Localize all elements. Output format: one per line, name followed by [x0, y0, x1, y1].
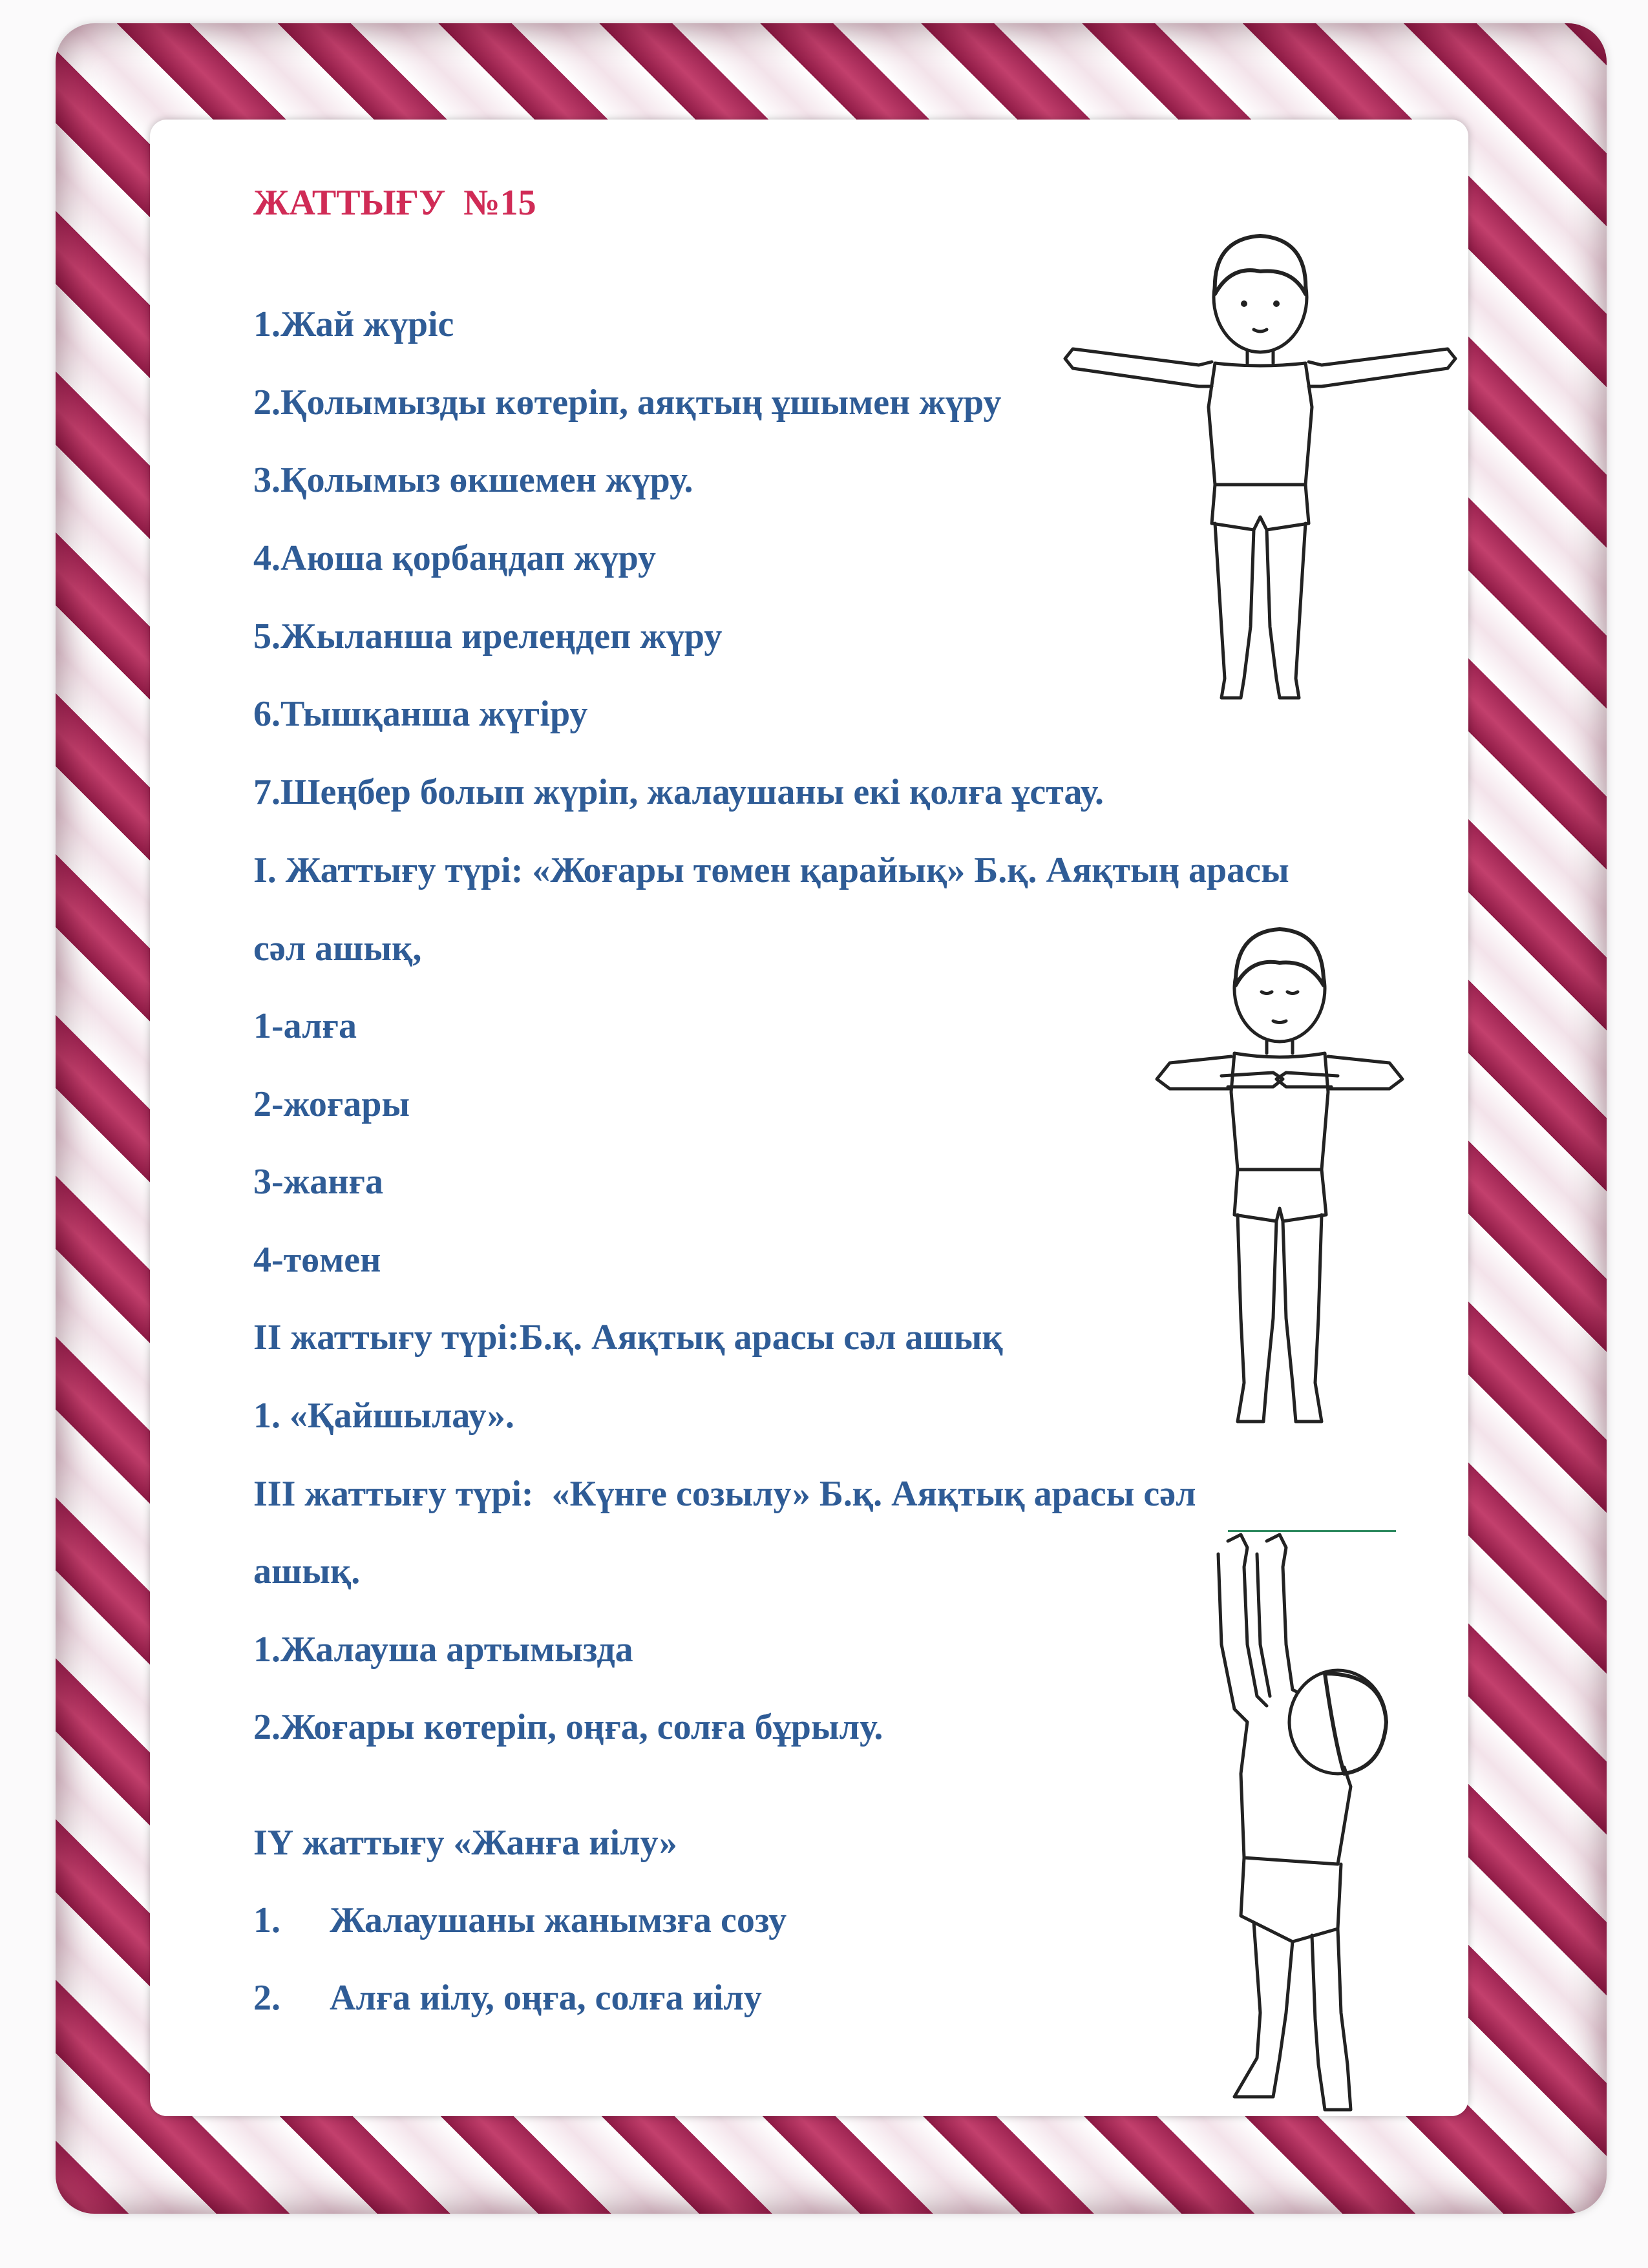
exercise-line: ІІІ жаттығу түрі: «Күнге созылу» Б.қ. Аяқтық арасы сәл	[253, 1474, 1196, 1514]
numbered-item	[253, 1977, 762, 2019]
page-title: ЖАТТЫҒУ №15	[253, 183, 536, 223]
green-underline-mark	[1228, 1530, 1396, 1532]
exercise-line: 2.Жоғары көтеріп, оңға, солға бұрылу.	[253, 1707, 883, 1747]
boy-arms-out-illustration	[1060, 213, 1461, 711]
exercise-line: сәл ашық,	[253, 929, 422, 969]
item-text: Жалаушаны жанымзға созу	[330, 1900, 787, 1940]
item-number: 1.	[253, 1900, 280, 1940]
item-number: 2.	[253, 1978, 280, 2018]
exercise-line: 2.Қолымызды көтеріп, аяқтың ұшымен жүру	[253, 383, 1002, 423]
exercise-line: ІҮ жаттығу «Жанға иілу»	[253, 1823, 677, 1863]
exercise-line: 1.Жай жүріс	[253, 304, 454, 344]
exercise-line: 2-жоғары	[253, 1084, 410, 1124]
exercise-line: І. Жаттығу түрі: «Жоғары төмен қарайық» Б.қ. Аяқтың арасы	[253, 850, 1289, 890]
exercise-line: 3-жанға	[253, 1162, 383, 1202]
numbered-item	[253, 1900, 787, 1941]
exercise-line: ІІ жаттығу түрі:Б.қ. Аяқтық арасы сәл ашық	[253, 1318, 1003, 1358]
exercise-line: 7.Шеңбер болып жүріп, жалаушаны екі қолға ұстау.	[253, 772, 1104, 812]
exercise-line: 5.Жыланша ирелеңдеп жүру	[253, 616, 723, 656]
item-text: Алға иілу, оңға, солға иілу	[330, 1978, 762, 2018]
exercise-line: 4-төмен	[253, 1240, 381, 1280]
exercise-line: 6.Тышқанша жүгіру	[253, 694, 588, 734]
boy-hands-chest-illustration	[1144, 918, 1415, 1447]
exercise-line: 3.Қолымыз өкшемен жүру.	[253, 460, 693, 500]
exercise-line: 1-алға	[253, 1006, 357, 1046]
boy-arms-up-illustration	[1196, 1528, 1415, 2148]
exercise-line: 1.Жалауша артымызда	[253, 1630, 633, 1670]
exercise-line: 4.Аюша қорбаңдап жүру	[253, 538, 657, 578]
exercise-line: ашық.	[253, 1551, 361, 1591]
exercise-line: 1. «Қайшылау».	[253, 1396, 514, 1436]
